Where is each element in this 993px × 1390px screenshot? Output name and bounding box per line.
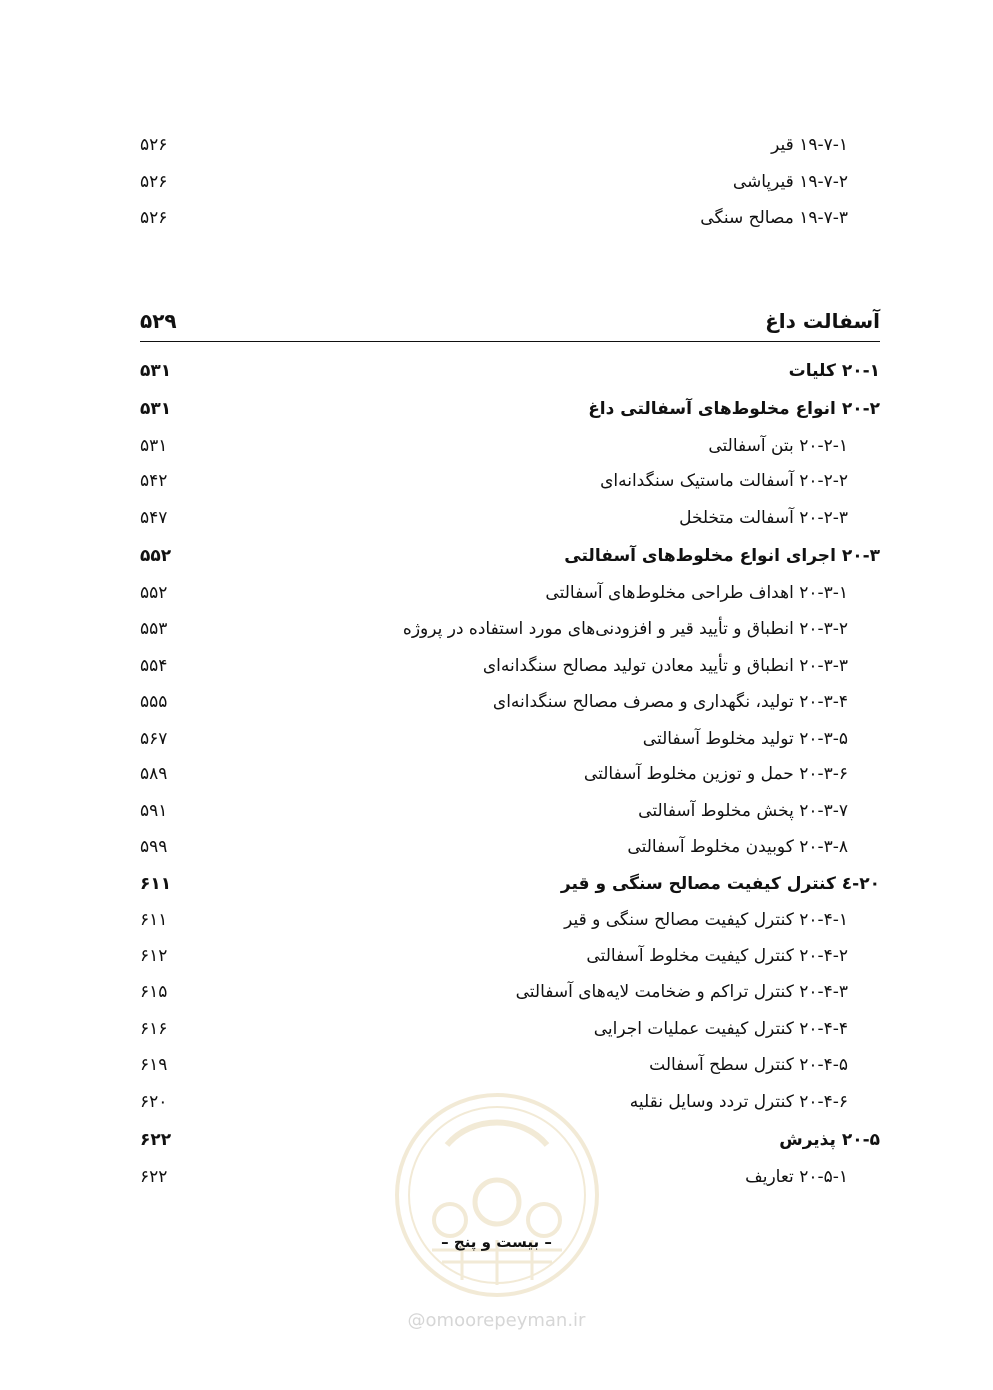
entry-page-number: ۵۳۱ [140, 436, 168, 456]
entry-title: ۲۰-۴-۱ کنترل کیفیت مصالح سنگی و قیر [564, 910, 848, 930]
chapter-heading [140, 306, 880, 336]
toc-entry [140, 578, 880, 608]
toc-section [140, 869, 880, 899]
entry-title: ۲۰-۲-۲ آسفالت ماستیک سنگدانه‌ای [600, 471, 848, 491]
seal-watermark-icon [392, 1090, 602, 1300]
entry-title: ۲۰-۵-۱ تعاریف [745, 1167, 848, 1187]
toc-entry [140, 724, 880, 754]
toc-section [140, 541, 880, 571]
toc-entry [140, 431, 880, 461]
entry-page-number: ۶۱۱ [140, 910, 168, 930]
entry-title: ۱۹-۷-۲ قیرپاشی [732, 172, 848, 192]
entry-page-number: ۵۵۲ [140, 546, 172, 566]
entry-title: ۲۰-۲-۳ آسفالت متخلخل [679, 508, 848, 528]
entry-page-number: ۵۶۷ [140, 729, 168, 749]
entry-title: ۲۰-۳-۸ کوبیدن مخلوط آسفالتی [627, 837, 848, 857]
entry-title: ۲۰-۴-۶ کنترل تردد وسایل نقلیه [629, 1092, 848, 1112]
toc-entry [140, 941, 880, 971]
toc-entry [140, 1162, 880, 1192]
entry-title: آسفالت داغ [765, 309, 880, 333]
toc-entry [140, 687, 880, 717]
entry-title: ۲۰-۳-۲ انطباق و تأیید قیر و افزودنی‌های مورد استفاده در پروژه [402, 619, 848, 639]
entry-page-number: ۶۱۵ [140, 982, 168, 1002]
toc-section [140, 1125, 880, 1155]
entry-page-number: ۵۵۴ [140, 656, 168, 676]
entry-title: ۲۰-۵ پذیرش [779, 1130, 880, 1150]
entry-page-number: ۵۳۱ [140, 361, 172, 381]
entry-page-number: ۶۱۶ [140, 1019, 168, 1039]
entry-page-number: ۵۹۱ [140, 801, 168, 821]
toc-entry [140, 1014, 880, 1044]
entry-page-number: ۵۵۲ [140, 583, 168, 603]
toc-entry [140, 503, 880, 533]
entry-title: ۲۰-۱ کلیات [788, 361, 880, 381]
toc-entry [140, 1050, 880, 1080]
entry-page-number: ۶۱۹ [140, 1055, 168, 1075]
toc-entry [140, 466, 880, 496]
entry-page-number: ۶۱۱ [140, 874, 172, 894]
toc-entry [140, 130, 880, 160]
entry-title: ۲۰-۴-۲ کنترل کیفیت مخلوط آسفالتی [586, 946, 848, 966]
page-footer: – بیست و پنج – [441, 1233, 552, 1251]
entry-title: ۲۰-۴-۵ کنترل سطح آسفالت [649, 1055, 848, 1075]
entry-title: ۱۹-۷-۱ قیر [771, 135, 848, 155]
entry-title: ۲۰-٤ کنترل کیفیت مصالح سنگی و قیر [560, 874, 880, 894]
entry-title: ۲۰-۳-۵ تولید مخلوط آسفالتی [642, 729, 848, 749]
entry-title: ۲۰-۴-۴ کنترل کیفیت عملیات اجرایی [593, 1019, 848, 1039]
chapter-divider [140, 341, 880, 342]
entry-page-number: ۶۲۰ [140, 1092, 168, 1112]
entry-title: ۲۰-۳-۱ اهداف طراحی مخلوط‌های آسفالتی [545, 583, 848, 603]
toc-entry [140, 796, 880, 826]
toc-entry [140, 1087, 880, 1117]
entry-title: ۲۰-۳-۷ پخش مخلوط آسفالتی [638, 801, 848, 821]
entry-page-number: ۶۲۲ [140, 1167, 168, 1187]
entry-page-number: ۵۲۶ [140, 208, 168, 228]
entry-page-number: ۵۳۱ [140, 399, 172, 419]
entry-page-number: ۵۵۳ [140, 619, 168, 639]
entry-title: ۱۹-۷-۳ مصالح سنگی [700, 208, 848, 228]
entry-page-number: ۶۱۲ [140, 946, 168, 966]
entry-title: ۲۰-۳-۶ حمل و توزین مخلوط آسفالتی [583, 764, 848, 784]
entry-page-number: ۵۸۹ [140, 764, 168, 784]
toc-entry [140, 167, 880, 197]
entry-title: ۲۰-۴-۳ کنترل تراکم و ضخامت لایه‌های آسفالتی [515, 982, 848, 1002]
entry-title: ۲۰-۳-۴ تولید، نگهداری و مصرف مصالح سنگدانه‌ای [492, 692, 848, 712]
entry-page-number: ۵۴۲ [140, 471, 168, 491]
toc-section [140, 394, 880, 424]
entry-page-number: ۶۲۲ [140, 1130, 172, 1150]
entry-page-number: ۵۲۶ [140, 135, 168, 155]
toc-entry [140, 832, 880, 862]
entry-title: ۲۰-۲ انواع مخلوط‌های آسفالتی داغ [588, 399, 880, 419]
entry-title: ۲۰-۲-۱ بتن آسفالتی [708, 436, 848, 456]
entry-page-number: ۵۲۹ [140, 309, 177, 333]
toc-entry [140, 651, 880, 681]
entry-page-number: ۵۹۹ [140, 837, 168, 857]
toc-entry [140, 614, 880, 644]
toc-entry [140, 203, 880, 233]
entry-page-number: ۵۵۵ [140, 692, 168, 712]
toc-entry [140, 977, 880, 1007]
toc-entry [140, 905, 880, 935]
toc-entry [140, 759, 880, 789]
entry-title: ۲۰-۳-۳ انطباق و تأیید معادن تولید مصالح سنگدانه‌ای [482, 656, 848, 676]
entry-title: ۲۰-۳ اجرای انواع مخلوط‌های آسفالتی [564, 546, 880, 566]
toc-section [140, 356, 880, 386]
website-watermark: @omoorepeyman.ir [407, 1310, 586, 1331]
entry-page-number: ۵۲۶ [140, 172, 168, 192]
entry-page-number: ۵۴۷ [140, 508, 168, 528]
